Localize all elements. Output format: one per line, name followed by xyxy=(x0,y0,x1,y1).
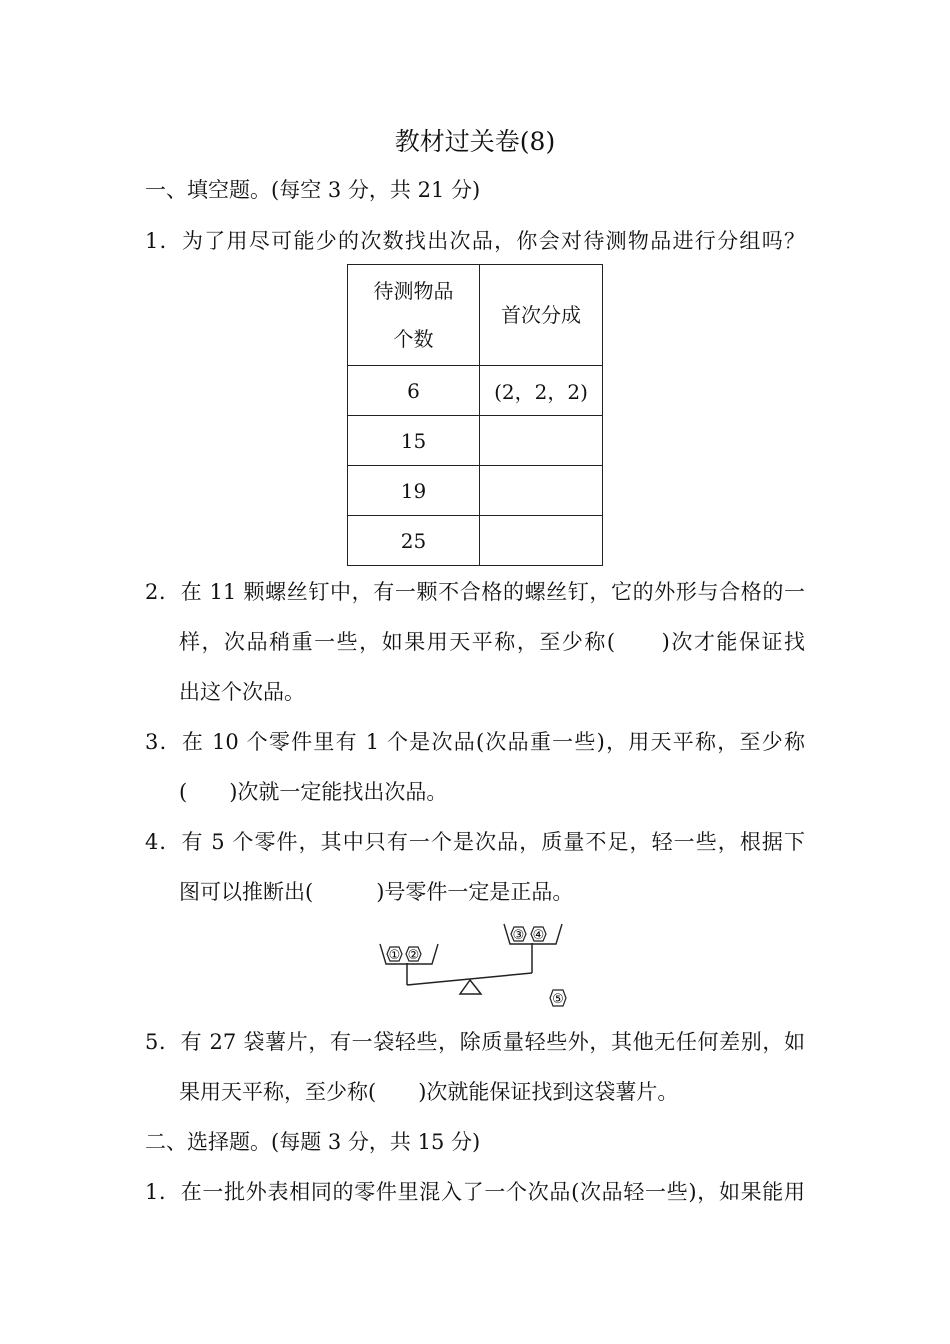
part-hexagon-icon xyxy=(531,927,546,943)
page-title: 教材过关卷(8) xyxy=(394,127,556,156)
table-header-row xyxy=(348,265,603,366)
table-row xyxy=(348,416,603,466)
question-1-3-line1: 3．在 10 个零件里有 1 个是次品(次品重一些)，用天平称，至少称 xyxy=(145,730,805,754)
cell-groups-blank[interactable] xyxy=(480,516,603,566)
header-item-count xyxy=(348,265,480,366)
header-item-count-line1: 待测物品 xyxy=(373,279,454,303)
table-row xyxy=(348,366,603,416)
question-1-5-line1: 5．有 27 袋薯片，有一袋轻些，除质量轻些外，其他无任何差别，如 xyxy=(145,1030,805,1054)
part-hexagon-icon xyxy=(511,927,526,943)
part-label: ② xyxy=(407,948,420,963)
table-row xyxy=(348,466,603,516)
question-1-5-line2: 果用天平称，至少称( )次就能保证找到这袋薯片。 xyxy=(179,1080,679,1104)
cell-count: 6 xyxy=(348,366,480,416)
question-1-4-line1: 4．有 5 个零件，其中只有一个是次品，质量不足，轻一些，根据下 xyxy=(145,830,805,854)
part-label: ③ xyxy=(512,928,525,943)
part-hexagon-icon xyxy=(406,947,421,963)
section-1-heading: 一、填空题。(每空 3 分，共 21 分) xyxy=(145,178,481,202)
question-2-1-line1: 1．在一批外表相同的零件里混入了一个次品(次品轻一些)，如果能用 xyxy=(145,1180,805,1204)
header-item-count-line2: 个数 xyxy=(393,327,434,351)
cell-count: 19 xyxy=(348,466,480,516)
part-hexagon-icon xyxy=(387,947,402,963)
part-hexagon-icon xyxy=(550,990,566,1007)
question-1-2-line1: 2．在 11 颗螺丝钉中，有一颗不合格的螺丝钉，它的外形与合格的一 xyxy=(145,580,805,604)
question-1-4-line2: 图可以推断出( )号零件一定是正品。 xyxy=(179,880,574,904)
grouping-table xyxy=(347,264,603,566)
table-row xyxy=(348,516,603,566)
cell-count: 15 xyxy=(348,416,480,466)
cell-groups-blank[interactable] xyxy=(480,466,603,516)
question-1-3-line2: ( )次就一定能找出次品。 xyxy=(179,780,448,804)
cell-groups: (2，2，2) xyxy=(480,366,603,416)
section-2-heading: 二、选择题。(每题 3 分，共 15 分) xyxy=(145,1130,481,1154)
cell-groups-blank[interactable] xyxy=(480,416,603,466)
question-1-2-line2: 样，次品稍重一些，如果用天平称，至少称( )次才能保证找 xyxy=(179,630,805,654)
part-label: ④ xyxy=(532,928,545,943)
header-first-split: 首次分成 xyxy=(480,265,603,366)
cell-count: 25 xyxy=(348,516,480,566)
part-label: ⑤ xyxy=(552,992,564,1007)
balance-scale-figure xyxy=(376,918,576,1014)
part-label: ① xyxy=(388,948,401,963)
balance-fulcrum xyxy=(460,980,481,994)
question-1-1-text: 1．为了用尽可能少的次数找出次品，你会对待测物品进行分组吗？ xyxy=(145,229,805,253)
question-1-2-line3: 出这个次品。 xyxy=(179,680,305,704)
